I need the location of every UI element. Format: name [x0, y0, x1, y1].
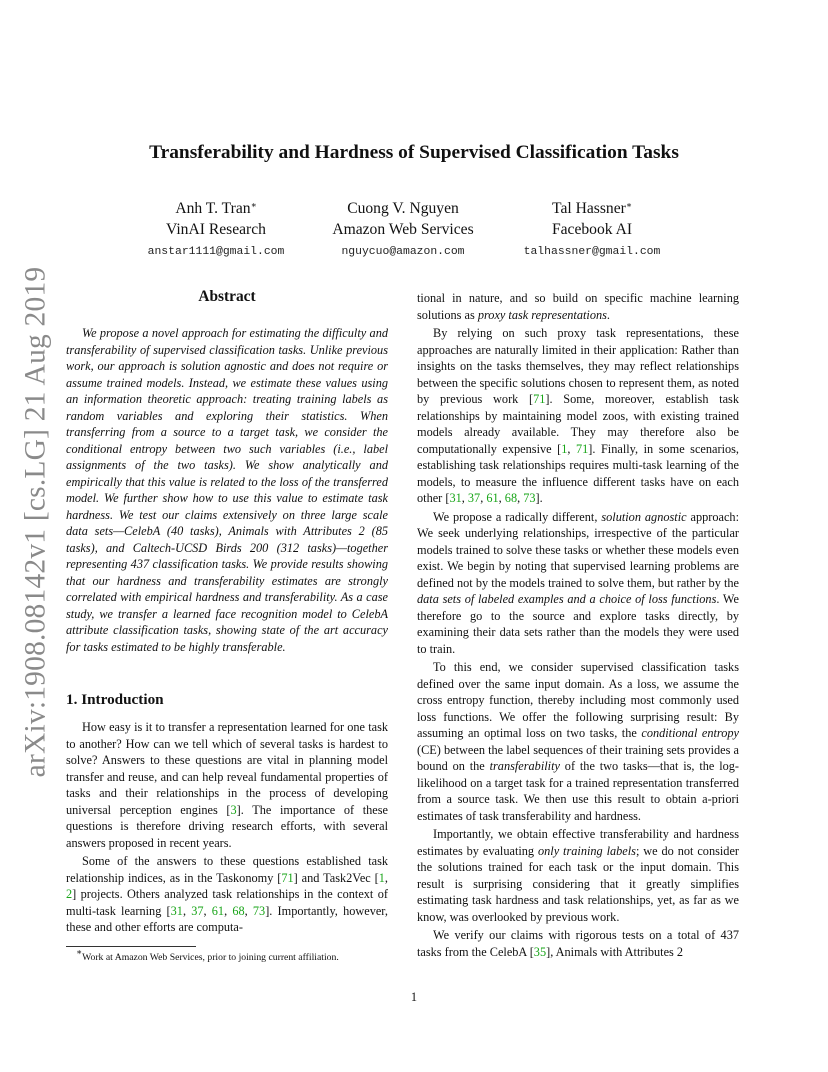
- citation-link[interactable]: 71: [533, 392, 546, 406]
- citation-link[interactable]: 31: [170, 903, 183, 918]
- right-column: [417, 290, 739, 960]
- author-name: Anh T. Tran: [175, 200, 251, 217]
- citation-link[interactable]: 37: [467, 491, 481, 505]
- arxiv-side-identifier: [6, 266, 66, 778]
- citation-link[interactable]: 73: [523, 491, 536, 505]
- citation-link[interactable]: 71: [281, 870, 294, 885]
- body-paragraph-continued: tional in nature, and so build on specific machine learning solutions as proxy task representations.: [417, 291, 739, 322]
- author-name: Cuong V. Nguyen: [347, 200, 459, 217]
- paper-title: Transferability and Hardness of Supervised Classification Tasks: [149, 142, 679, 163]
- citation-link[interactable]: 68: [504, 491, 518, 505]
- citation-link[interactable]: 1: [561, 441, 568, 456]
- citation-link[interactable]: 1: [378, 870, 385, 885]
- citation-link[interactable]: 61: [486, 491, 499, 505]
- citation-link[interactable]: 37: [191, 903, 204, 918]
- author-email: talhassner@gmail.com: [523, 246, 661, 258]
- footnote: [66, 947, 388, 964]
- citation-link[interactable]: 35: [533, 944, 547, 959]
- citation-link[interactable]: 2: [66, 887, 73, 901]
- body-paragraph: To this end, we consider supervised classification tasks defined over the same input domain. As a loss, we assume the cross entropy function, thereby including most commonly used loss functions. We offer the following surprising result: By assuming an optimal loss on two tasks, the conditional entropy (CE) between the label sequences of their training sets provides a bound on the transferability of the two tasks—that is, the log-likelihood on a target task for a trained representation transferred from a source task. We then use this result to obtain a-priori estimates of task transferability and hardness.: [417, 660, 739, 823]
- citation-link[interactable]: 61: [211, 903, 225, 918]
- footnote-divider: [66, 946, 196, 947]
- page-number: 1: [410, 990, 418, 1004]
- citation-link[interactable]: 3: [230, 802, 237, 817]
- author-name: Tal Hassner: [552, 200, 626, 217]
- arxiv-identifier-text: arXiv:1908.08142v1 [cs.LG] 21 Aug 2019: [19, 266, 52, 778]
- author-mark: ∗: [625, 200, 632, 210]
- body-paragraph: We propose a radically different, solution agnostic approach: We seek underlying relationships, irrespective of the particular models trained to solve these tasks or whether these models even exist. We begin by noting that supervised learning problems are defined not by the models trained to solve them, but rather by the data sets of labeled examples and a choice of loss functions. We therefore go to the source and explore tasks directly, by examining their data sets rather than the models they were used to train.: [417, 509, 739, 656]
- body-paragraph: By relying on such proxy task representations, these approaches are naturally limited in their application: Rather than insights on the tasks themselves, they may reflect relationships between the specific solutions chosen to represent them, as noted by previous work [71]. Some, moreover, establish task relationships by maintaining model zoos, with existing trained models already available. They may therefore also be computationally expensive [1, 71]. Finally, in some scenarios, establishing task relationships requires multi-task learning of the models, to measure the influence different tasks have on each other [31, 37, 61, 68, 73].: [417, 326, 740, 505]
- citation-link[interactable]: 71: [575, 441, 589, 456]
- author-affiliation: Facebook AI: [551, 221, 633, 238]
- abstract-text: We propose a novel approach for estimating the difficulty and transferability of supervised classification tasks. Unlike previous work, our approach is solution agnostic and does not require or assume trained models. Instead, we estimate these values using an information theoretic approach: treating training labels as random variables and exploring their statistics. When transferring from a source to a target task, we consider the conditional entropy between two such variables (i.e., label assignments of the two tasks). We show analytically and empirically that this value is related to the loss of the transferred model. We further show how to use this value to estimate task hardness. We test our claims extensively on three large scale data sets—CelebA (40 tasks), Animals with Attributes 2 (85 tasks), and Caltech-UCSD Birds 200 (312 tasks)—together representing 437 classification tasks. We provide results showing that our hardness and transferability estimates are strongly correlated with empirical hardness and transferability. As a case study, we transfer a learned face recognition model to CelebA attribute classification tasks, showing state of the art accuracy for tasks estimated to be highly transferable.: [66, 326, 388, 654]
- intro-paragraph-2: Some of the answers to these questions established task relationship indices, as in the Taskonomy [71] and Task2Vec [1, 2] projects. Others analyzed task relationships in the context of multi-task learning [31, 37, 61, 68, 73]. Importantly, however, these and other efforts are computa-: [66, 854, 388, 934]
- author-3: [472, 198, 712, 262]
- body-paragraph: Importantly, we obtain effective transferability and hardness estimates by evaluating only training labels; we do not consider the solutions trained for each task or the input domain. This result is surprising considering that it greatly simplifies estimating task hardness and task relationships, yet, as far as we know, was overlooked by previous work.: [417, 827, 739, 924]
- footnote-mark: ∗: [76, 947, 83, 957]
- citation-link[interactable]: 68: [232, 903, 245, 918]
- body-paragraph: We verify our claims with rigorous tests on a total of 437 tasks from the CelebA [35], Animals with Attributes 2: [417, 928, 739, 959]
- author-email: anstar1111@gmail.com: [147, 246, 285, 258]
- footnote-text: Work at Amazon Web Services, prior to joining current affiliation.: [82, 952, 339, 963]
- intro-paragraph-1: How easy is it to transfer a representation learned for one task to another? How can we tell which of several tasks is hardest to solve? Answers to these questions are vital in planning model transfer and reuse, and can help reveal fundamental properties of tasks and their relationships in the process of developing universal perception engines [3]. The importance of these questions is therefore driving research efforts, with several answers proposed in recent years.: [66, 720, 388, 850]
- abstract-heading: Abstract: [198, 288, 256, 305]
- citation-link[interactable]: 73: [252, 903, 266, 918]
- author-mark: ∗: [250, 200, 257, 210]
- left-column: [66, 288, 388, 936]
- author-email: nguycuo@amazon.com: [341, 246, 465, 258]
- citation-link[interactable]: 31: [449, 491, 462, 505]
- author-affiliation: Amazon Web Services: [332, 221, 474, 238]
- introduction-heading: 1. Introduction: [66, 691, 164, 708]
- author-affiliation: VinAI Research: [166, 221, 266, 238]
